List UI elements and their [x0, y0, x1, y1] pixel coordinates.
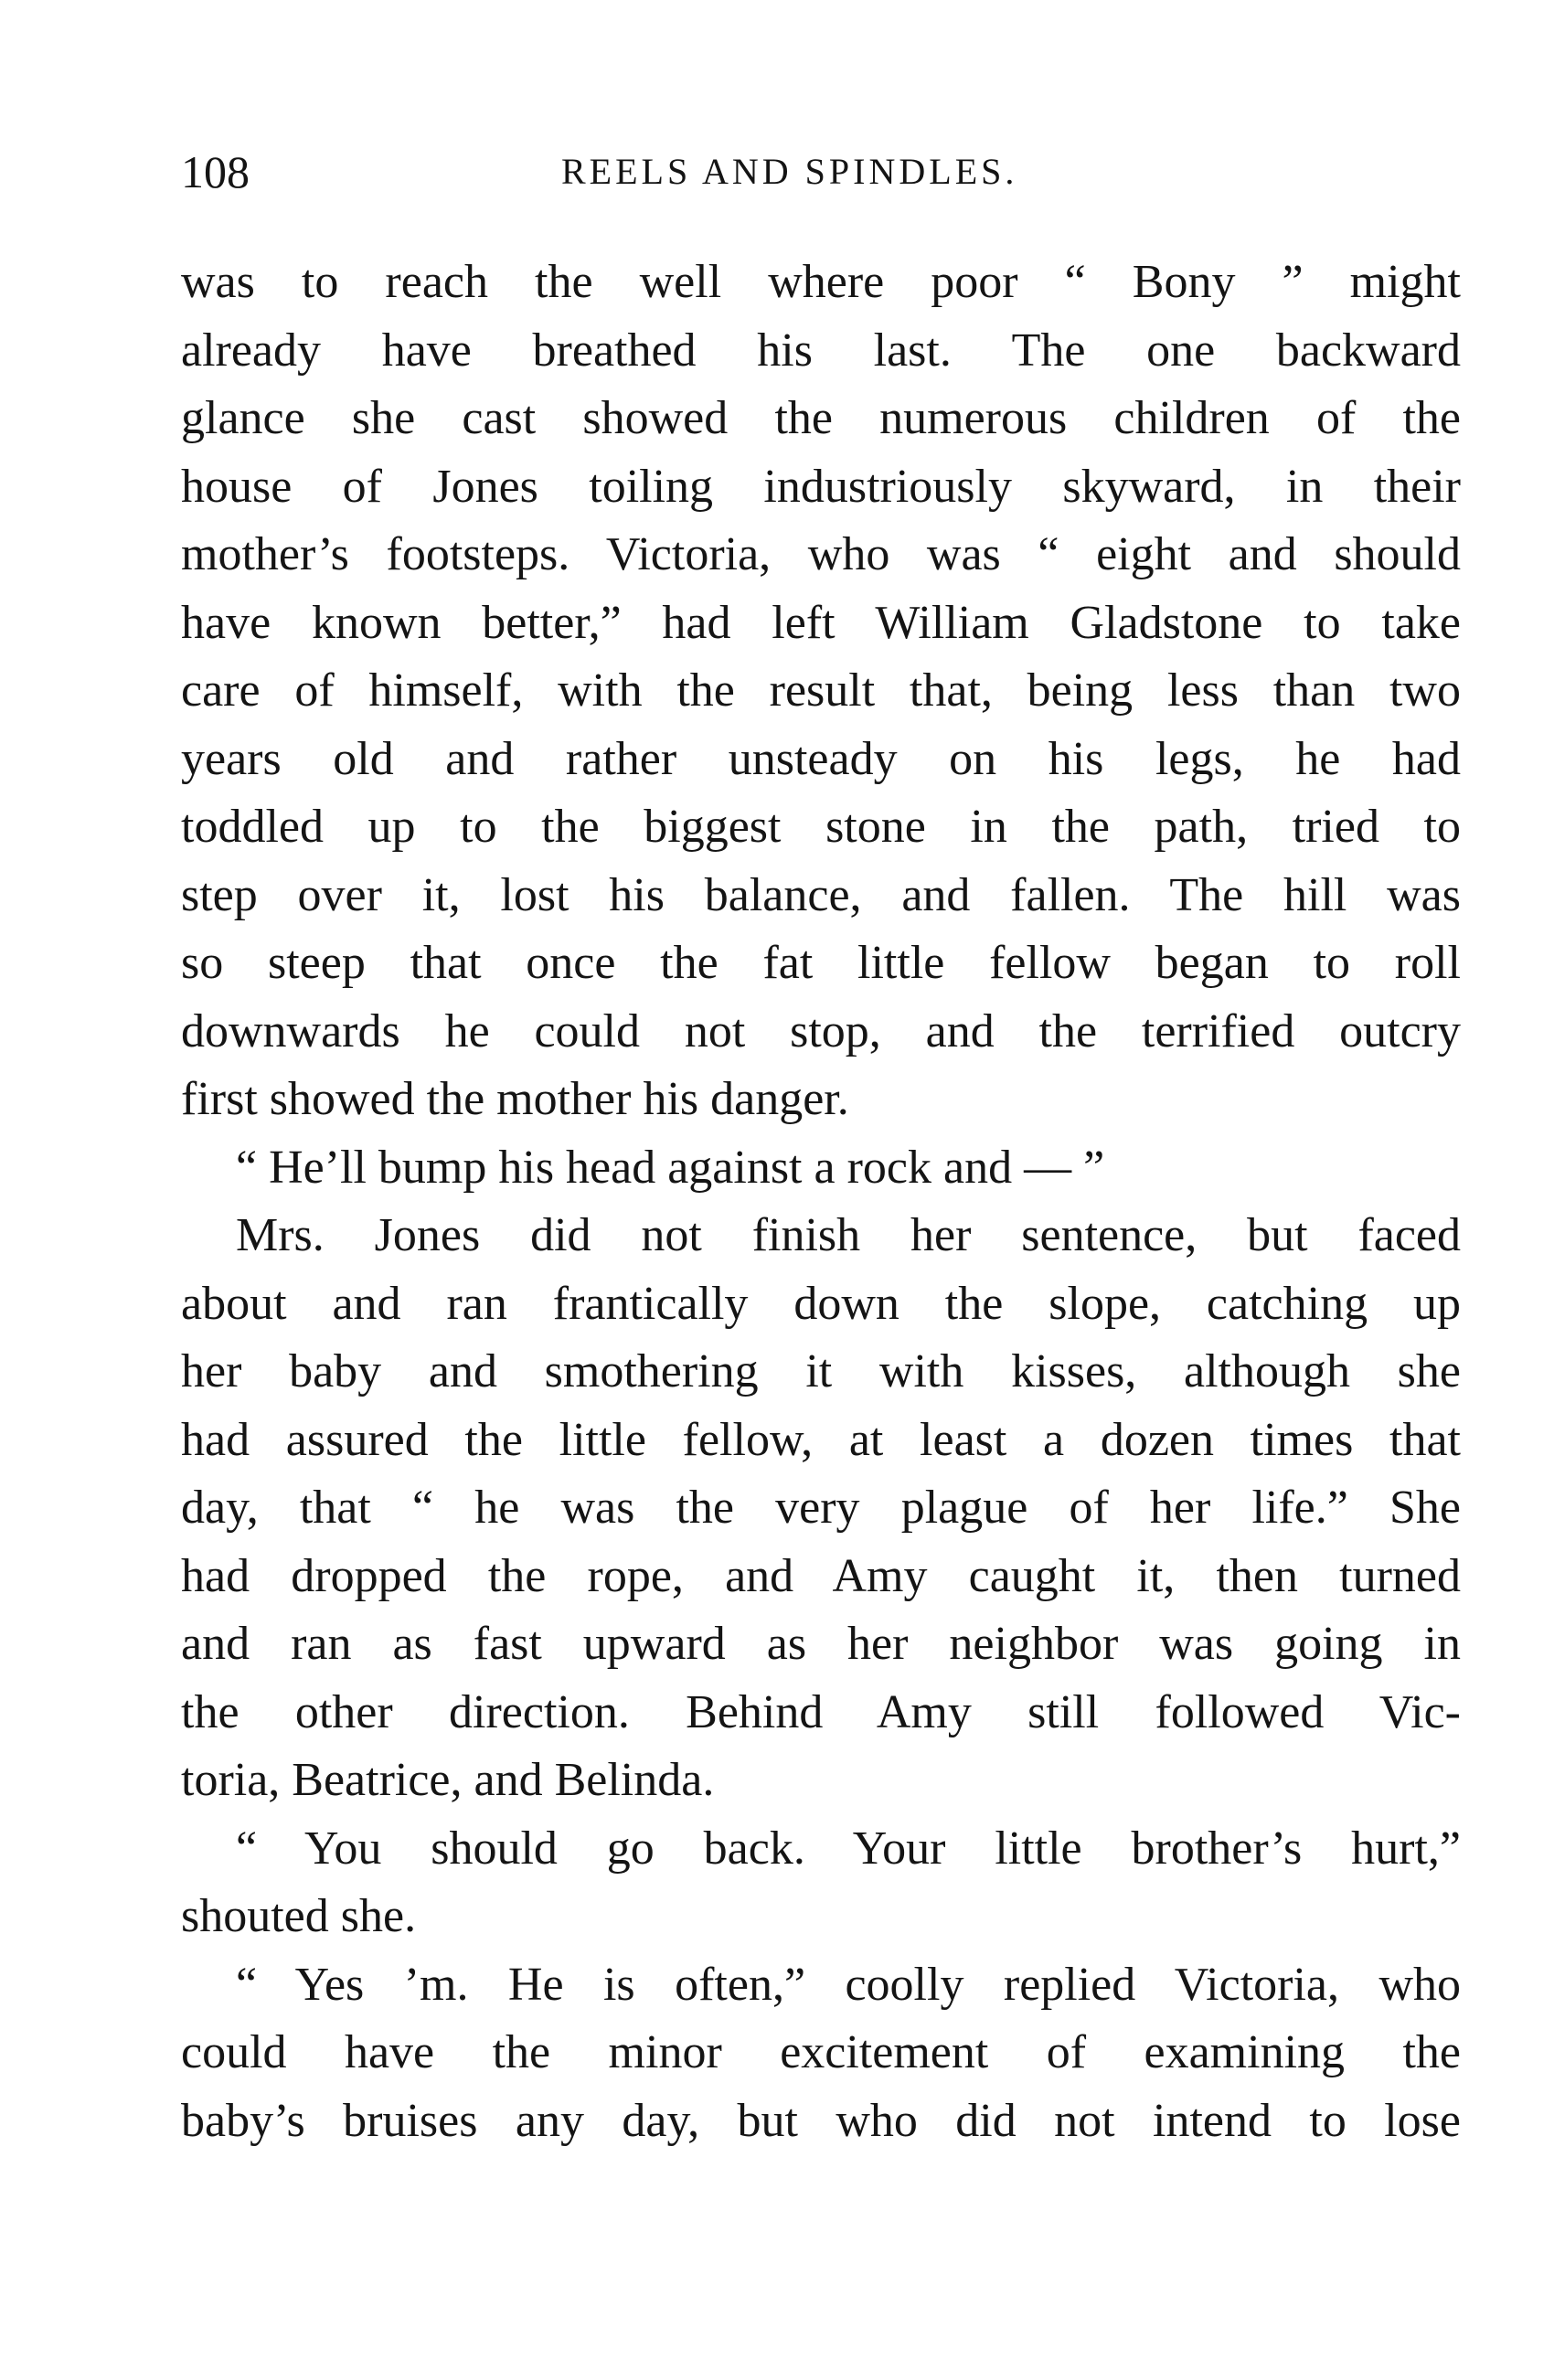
- text-line: house of Jones toiling industriously skyward, in their: [181, 460, 1461, 513]
- text-line: “ Yes ’m. He is often,” coolly replied Victoria, who: [236, 1958, 1461, 2011]
- text-line: toria, Beatrice, and Belinda.: [181, 1754, 715, 1806]
- text-line: day, that “ he was the very plague of her life.” She: [181, 1482, 1461, 1534]
- text-line: step over it, lost his balance, and fallen. The hill was: [181, 868, 1461, 921]
- text-line: already have breathed his last. The one backward: [181, 324, 1461, 377]
- text-line: years old and rather unsteady on his legs, he had: [181, 732, 1461, 785]
- text-line: toddled up to the biggest stone in the path, tried to: [181, 801, 1461, 853]
- text-line: “ You should go back. Your little brother’s hurt,”: [236, 1822, 1461, 1875]
- text-line: her baby and smothering it with kisses, although she: [181, 1345, 1461, 1397]
- text-line: mother’s footsteps. Victoria, who was “ eight and should: [181, 528, 1461, 580]
- text-line: downwards he could not stop, and the terrified outcry: [181, 1004, 1461, 1057]
- running-head: [181, 144, 1461, 199]
- body-text: [181, 249, 1461, 2155]
- text-line: shouted she.: [181, 1890, 417, 1942]
- text-line: first showed the mother his danger.: [181, 1073, 849, 1125]
- text-line: care of himself, with the result that, being less than two: [181, 664, 1461, 717]
- page-number: 108: [181, 146, 250, 197]
- text-line: so steep that once the fat little fellow began to roll: [181, 937, 1461, 989]
- text-line: Mrs. Jones did not finish her sentence, but faced: [236, 1209, 1461, 1261]
- text-line: had dropped the rope, and Amy caught it, then turned: [181, 1549, 1461, 1602]
- text-line: have known better,” had left William Gladstone to take: [181, 596, 1461, 649]
- running-title: REELS AND SPINDLES.: [561, 151, 1018, 192]
- text-line: baby’s bruises any day, but who did not intend to lose: [181, 2094, 1461, 2147]
- text-line: and ran as fast upward as her neighbor was going in: [181, 1618, 1461, 1670]
- text-line: could have the minor excitement of examining the: [181, 2026, 1461, 2078]
- text-line: about and ran frantically down the slope, catching up: [181, 1277, 1461, 1330]
- text-line: had assured the little fellow, at least a dozen times that: [181, 1413, 1461, 1466]
- text-line: was to reach the well where poor “ Bony ” might: [181, 256, 1461, 308]
- text-line: glance she cast showed the numerous children of the: [181, 392, 1461, 444]
- text-line: “ He’ll bump his head against a rock and — ”: [236, 1141, 1105, 1194]
- text-line: the other direction. Behind Amy still followed Vic-: [181, 1685, 1461, 1738]
